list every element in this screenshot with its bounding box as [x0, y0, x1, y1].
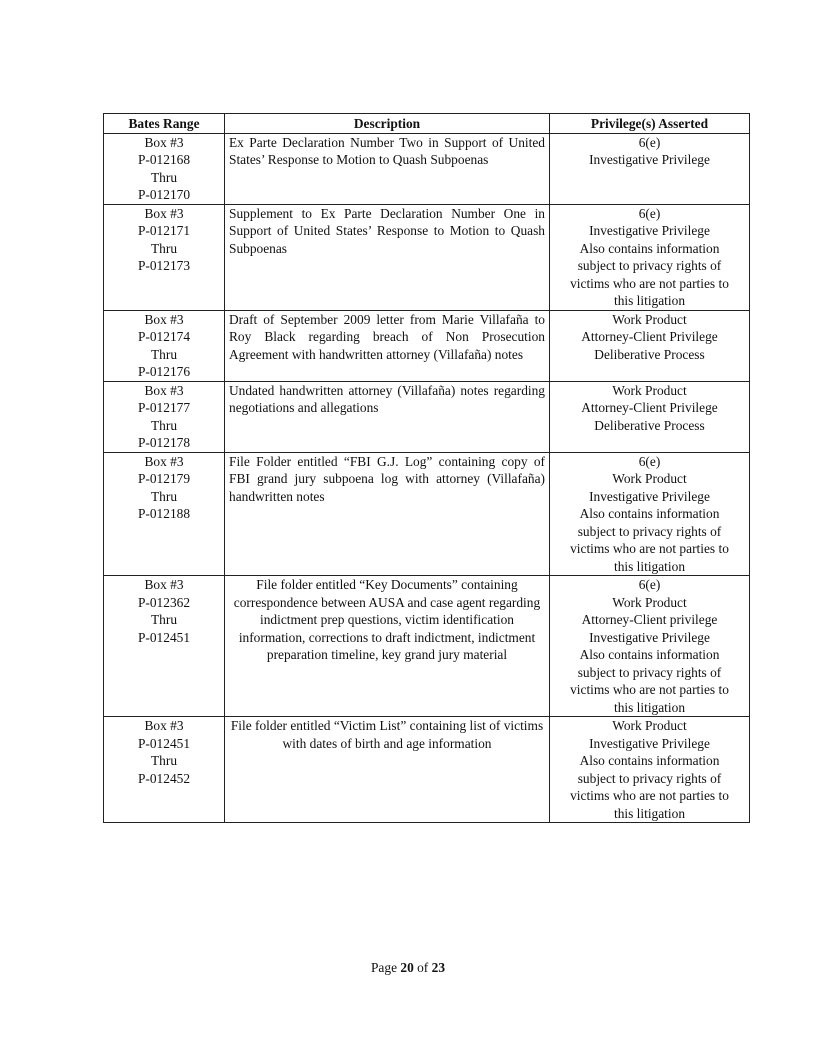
- privilege-line: this litigation: [613, 699, 686, 715]
- privilege-line: this litigation: [613, 558, 686, 574]
- bates-line: P-012171: [137, 223, 191, 238]
- bates-line: Box #3: [144, 311, 184, 327]
- table-row: [104, 576, 750, 717]
- table-row: [104, 310, 750, 381]
- privilege-line: Work Product: [612, 718, 687, 733]
- bates-line: P-012176: [137, 364, 191, 379]
- table-row: [104, 717, 750, 823]
- table-row: [104, 133, 750, 204]
- privilege-line: Also contains information: [579, 647, 720, 662]
- description-cell: File folder entitled “Key Documents” containing correspondence between AUSA and case agent regarding indictment prep questions, victim identification information, corrections to draft indictment, indictment preparation timeline, key grand jury material: [225, 576, 550, 717]
- privilege-line: Deliberative Process: [594, 417, 705, 433]
- privilege-cell: [550, 452, 750, 576]
- bates-cell: [104, 717, 225, 823]
- privilege-cell: [550, 576, 750, 717]
- bates-line: P-012451: [137, 735, 191, 751]
- bates-line: Box #3: [144, 718, 184, 733]
- privilege-line: subject to privacy rights of: [577, 258, 722, 273]
- bates-line: Box #3: [144, 577, 184, 592]
- bates-cell: [104, 204, 225, 310]
- privilege-cell: [550, 381, 750, 452]
- bates-line: Thru: [150, 417, 178, 433]
- privilege-cell: [550, 310, 750, 381]
- privilege-line: 6(e): [638, 453, 661, 469]
- bates-line: P-012179: [137, 471, 191, 486]
- total-pages: 23: [431, 960, 446, 975]
- privilege-line: Also contains information: [579, 240, 720, 256]
- privilege-line: victims who are not parties to: [570, 275, 729, 291]
- privilege-line: Deliberative Process: [594, 346, 705, 362]
- table-row: [104, 381, 750, 452]
- table-row: [104, 204, 750, 310]
- bates-line: P-012178: [137, 435, 191, 450]
- privilege-line: Investigative Privilege: [589, 488, 710, 504]
- description-cell: File folder entitled “Victim List” containing list of victims with dates of birth and age information: [225, 717, 550, 823]
- privilege-line: Investigative Privilege: [589, 629, 710, 645]
- bates-cell: [104, 576, 225, 717]
- privilege-line: Investigative Privilege: [589, 223, 710, 238]
- description-cell: Ex Parte Declaration Number Two in Support of United States’ Response to Motion to Quash Subpoenas: [225, 133, 550, 204]
- bates-line: P-012170: [137, 187, 191, 202]
- bates-line: Thru: [150, 169, 178, 185]
- header-bates-range: Bates Range: [104, 114, 225, 134]
- privilege-line: Investigative Privilege: [589, 735, 710, 751]
- header-privileges: Privilege(s) Asserted: [550, 114, 750, 134]
- bates-line: Thru: [150, 240, 178, 256]
- privilege-line: subject to privacy rights of: [577, 664, 722, 680]
- bates-line: P-012173: [137, 258, 191, 273]
- page-of: of: [413, 960, 432, 975]
- header-description: Description: [225, 114, 550, 134]
- bates-line: Thru: [150, 612, 178, 627]
- privilege-line: Attorney-Client Privilege: [581, 400, 718, 415]
- privilege-line: Also contains information: [579, 506, 720, 521]
- privilege-line: Work Product: [612, 594, 687, 610]
- bates-cell: [104, 310, 225, 381]
- privilege-log-table: [103, 113, 750, 823]
- privilege-line: 6(e): [638, 205, 661, 221]
- page-number: [0, 960, 816, 976]
- current-page: 20: [400, 960, 414, 975]
- privilege-line: Investigative Privilege: [589, 152, 710, 167]
- privilege-line: Work Product: [612, 471, 687, 486]
- privilege-line: Attorney-Client Privilege: [581, 329, 718, 344]
- privilege-line: this litigation: [613, 293, 686, 308]
- privilege-line: this litigation: [613, 805, 686, 821]
- privilege-line: Also contains information: [579, 753, 720, 768]
- privilege-line: 6(e): [638, 577, 661, 592]
- bates-line: P-012177: [137, 400, 191, 415]
- page-prefix: Page: [370, 960, 401, 975]
- bates-line: P-012451: [137, 629, 191, 645]
- bates-line: Box #3: [144, 382, 184, 398]
- privilege-cell: [550, 204, 750, 310]
- bates-line: P-012174: [137, 329, 191, 344]
- bates-cell: [104, 452, 225, 576]
- privilege-line: Work Product: [612, 382, 687, 398]
- table-header-row: [104, 114, 750, 134]
- bates-line: Thru: [150, 488, 178, 504]
- privilege-line: victims who are not parties to: [570, 541, 729, 556]
- bates-line: Box #3: [144, 134, 184, 150]
- privilege-line: Work Product: [612, 311, 687, 327]
- description-cell: File Folder entitled “FBI G.J. Log” containing copy of FBI grand jury subpoena log with attorney (Villafaña) handwritten notes: [225, 452, 550, 576]
- privilege-line: victims who are not parties to: [570, 788, 729, 803]
- table-row: [104, 452, 750, 576]
- privilege-line: 6(e): [638, 134, 661, 150]
- privilege-cell: [550, 133, 750, 204]
- bates-line: Thru: [150, 346, 178, 362]
- bates-cell: [104, 133, 225, 204]
- bates-line: Box #3: [144, 205, 184, 221]
- bates-line: P-012168: [137, 152, 191, 167]
- bates-line: Box #3: [144, 453, 184, 469]
- description-cell: Undated handwritten attorney (Villafaña) notes regarding negotiations and allegations: [225, 381, 550, 452]
- privilege-cell: [550, 717, 750, 823]
- description-cell: Draft of September 2009 letter from Marie Villafaña to Roy Black regarding breach of Non Prosecution Agreement with handwritten attorney (Villafaña) notes: [225, 310, 550, 381]
- privilege-line: subject to privacy rights of: [577, 523, 722, 539]
- privilege-line: subject to privacy rights of: [577, 770, 722, 786]
- bates-line: P-012188: [137, 506, 191, 521]
- description-cell: Supplement to Ex Parte Declaration Number One in Support of United States’ Response to Motion to Quash Subpoenas: [225, 204, 550, 310]
- bates-line: P-012452: [137, 770, 191, 786]
- privilege-line: Attorney-Client privilege: [581, 612, 718, 627]
- bates-line: Thru: [150, 753, 178, 768]
- bates-cell: [104, 381, 225, 452]
- privilege-line: victims who are not parties to: [570, 682, 729, 697]
- bates-line: P-012362: [137, 594, 191, 610]
